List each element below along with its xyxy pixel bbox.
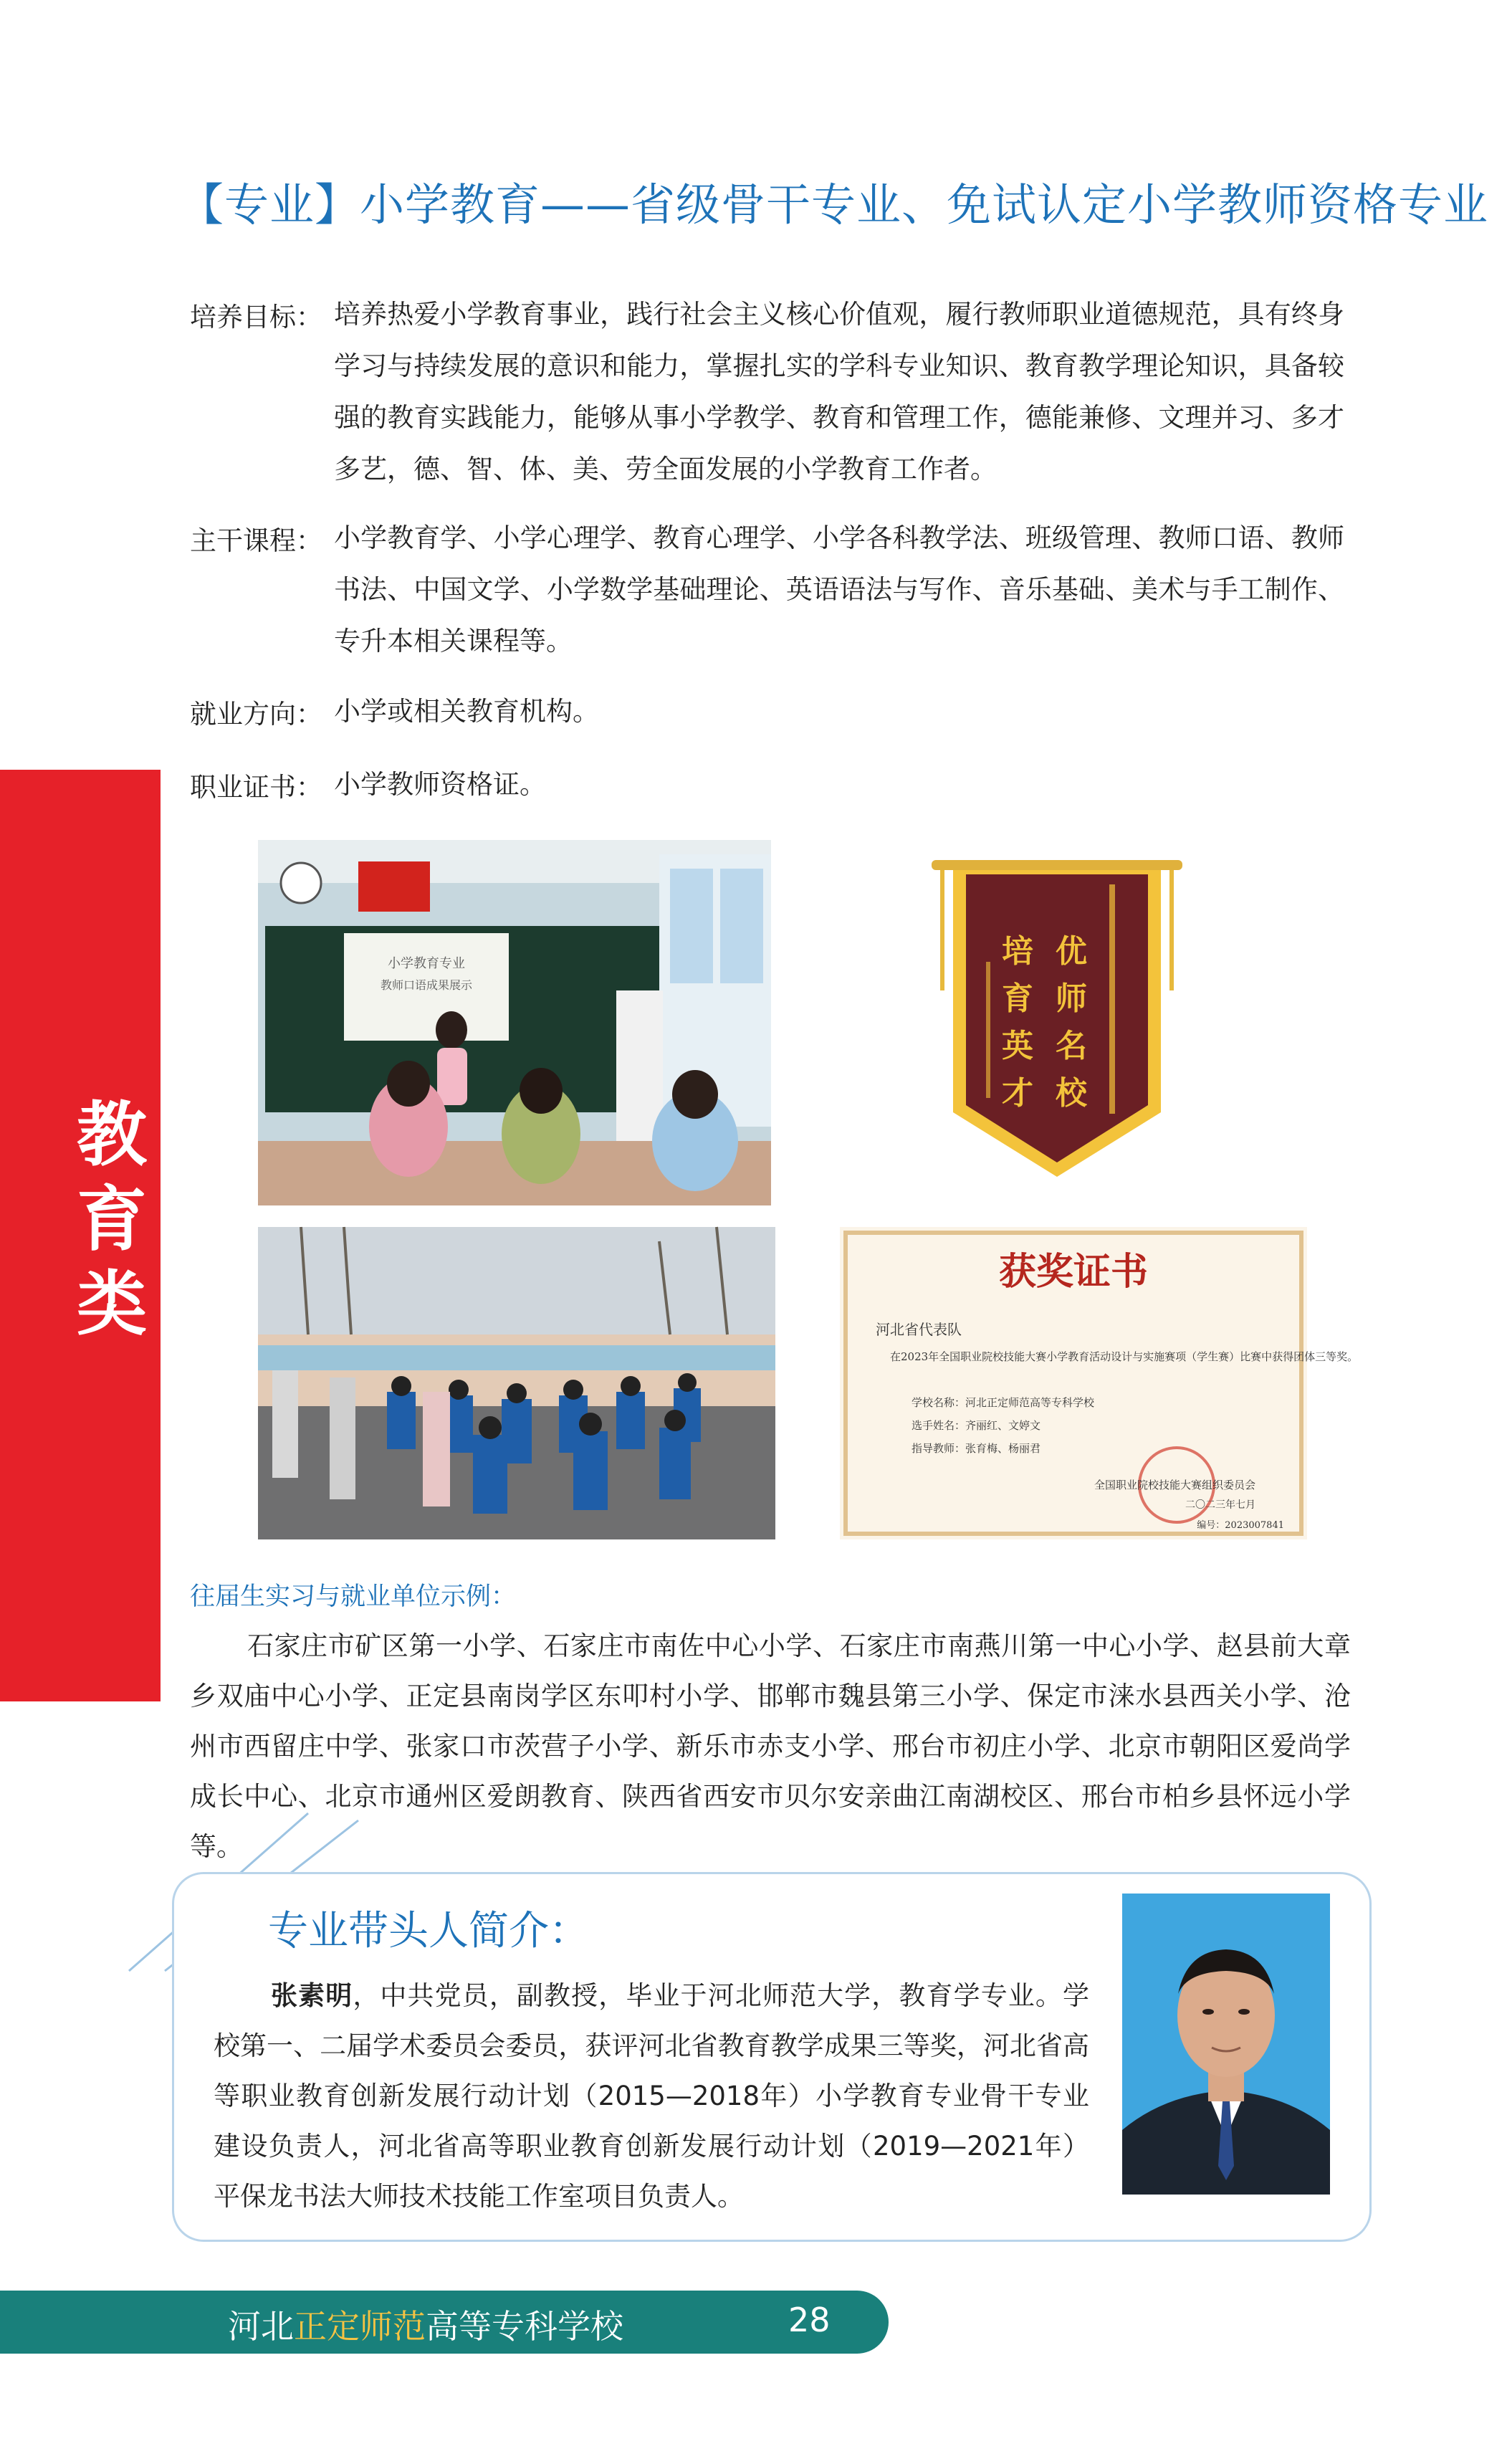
- award-certificate-photo: [840, 1227, 1359, 1539]
- footer-school-name: [228, 2301, 623, 2348]
- banner-col-1: 培育英才: [1002, 933, 1033, 1112]
- section-label-career: 就业方向：: [190, 699, 322, 730]
- outdoor-exercise-photo: [258, 1227, 775, 1539]
- certificate-date: 二〇二三年七月: [1185, 1499, 1255, 1511]
- section-text-certificate: 小学教师资格证。: [334, 769, 546, 800]
- certificate-number: 编号：2023007841: [1197, 1520, 1284, 1531]
- side-category-label: 教 育 类: [76, 1094, 147, 1345]
- classroom-photo: [258, 840, 771, 1205]
- certificate-recipient: 河北省代表队: [876, 1321, 962, 1338]
- certificate-body: 在2023年全国职业院校技能大赛小学教育活动设计与实施赛项（学生赛）比赛中获得团体三等奖。: [890, 1350, 1359, 1363]
- certificate-title: 获奖证书: [998, 1250, 1149, 1294]
- award-banner-photo: [924, 854, 1190, 1191]
- page-number: 28: [788, 2301, 831, 2339]
- certificate-students: 选手姓名：齐丽红、文婷文: [912, 1419, 1041, 1432]
- banner-col-2: 优师名校: [1056, 933, 1087, 1112]
- leader-portrait: [1122, 1894, 1330, 2195]
- footer-suffix: 高等专科学校: [426, 2307, 623, 2346]
- leader-bio-text: ，中共党员，副教授，毕业于河北师范大学，教育学专业。学校第一、二届学术委员会委员，获评河北省教育教学成果三等奖，河北省高等职业教育创新发展行动计划（2015—2018年）小学教育专业骨干专业建设负责人，河北省高等职业教育创新发展行动计划（2019—2021年）平保龙书法大师技术技能工作室项目负责人。: [214, 1980, 1090, 2212]
- section-text-goal: 培养热爱小学教育事业，践行社会主义核心价值观，履行教师职业道德规范，具有终身学习与持续发展的意识和能力，掌握扎实的学科专业知识、教育教学理论知识，具备较强的教育实践能力，能够从事小学教学、教育和管理工作，德能兼修、文理并习、多才多艺，德、智、体、美、劳全面发展的小学教育工作者。: [334, 299, 1344, 484]
- certificate-school: 学校名称：河北正定师范高等专科学校: [912, 1396, 1095, 1409]
- page-title: 【专业】小学教育——省级骨干专业、免试认定小学教师资格专业: [179, 178, 1489, 231]
- footer-prefix: 河北: [228, 2307, 294, 2346]
- certificate-teachers: 指导教师：张育梅、杨丽君: [912, 1442, 1041, 1455]
- footer-highlight: 正定师范: [294, 2307, 426, 2346]
- leader-bio: [214, 1971, 1089, 2222]
- units-text: 石家庄市矿区第一小学、石家庄市南佐中心小学、石家庄市南燕川第一中心小学、赵县前大章乡双庙中心小学、正定县南岗学区东叩村小学、邯郸市魏县第三小学、保定市涞水县西关小学、沧州市西留庄中学、张家口市茨营子小学、新乐市赤支小学、邢台市初庄小学、北京市朝阳区爱尚学成长中心、北京市通州区爱朗教育、陕西省西安市贝尔安亲曲江南湖校区、邢台市柏乡县怀远小学等。: [190, 1630, 1351, 1862]
- section-label-goal: 培养目标：: [190, 302, 322, 333]
- leader-title: 专业带头人简介：: [268, 1908, 589, 1954]
- slide-line-2: 教师口语成果展示: [380, 978, 473, 992]
- section-label-certificate: 职业证书：: [190, 772, 322, 803]
- section-label-courses: 主干课程：: [190, 525, 322, 556]
- slide-line-1: 小学教育专业: [388, 956, 465, 971]
- section-text-career: 小学或相关教育机构。: [334, 696, 599, 727]
- leader-name: 张素明: [271, 1980, 353, 2011]
- certificate-issuer: 全国职业院校技能大赛组织委员会: [1094, 1479, 1255, 1491]
- units-title: 往届生实习与就业单位示例：: [190, 1582, 517, 1611]
- section-text-courses: 小学教育学、小学心理学、教育心理学、小学各科教学法、班级管理、教师口语、教师书法、中国文学、小学数学基础理论、英语语法与写作、音乐基础、美术与手工制作、专升本相关课程等。: [334, 522, 1344, 656]
